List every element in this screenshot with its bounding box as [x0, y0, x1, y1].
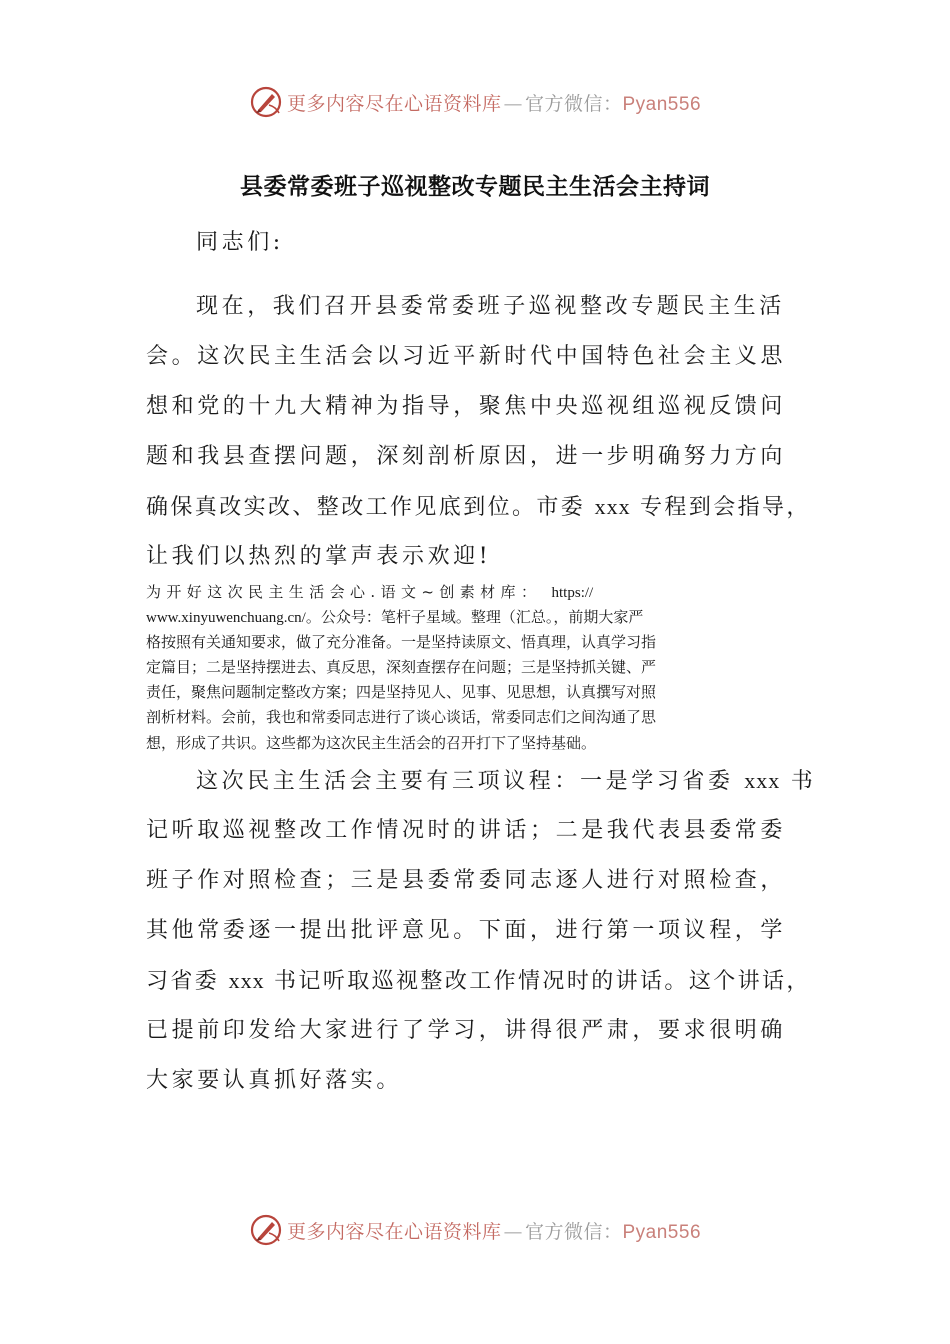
text-line: 大家要认真抓好落实。 — [146, 1068, 403, 1093]
inserted-note — [146, 580, 810, 756]
header-banner — [0, 82, 950, 122]
text-line: 班子作对照检查；三是县委常委同志逐人进行对照检查， — [146, 868, 787, 893]
note-line: 责任，聚焦问题制定整改方案；四是坚持见人、见事、见思想，认真撰写对照 — [146, 683, 657, 702]
text-line: 习省委 xxx 书记听取巡视整改工作情况时的讲话。这个讲话， — [146, 968, 811, 994]
note-line: www.xinyuwenchuang.cn/。公众号：笔杆子星域。整理（汇总。，前期大家严 — [146, 608, 644, 627]
banner-wechat-id: Pyan556 — [622, 93, 702, 115]
banner-main-text: 更多内容尽在心语资料库 — [286, 92, 502, 115]
banner-dash: — — [503, 92, 523, 115]
placeholder-name: xxx — [228, 968, 265, 993]
banner-main-text: 更多内容尽在心语资料库 — [286, 1220, 502, 1243]
text-line: 让我们以热烈的掌声表示欢迎! — [146, 544, 492, 569]
text-line: 想和党的十九大精神为指导，聚焦中央巡视组巡视反馈问 — [146, 394, 787, 419]
text-line: 其他常委逐一提出批评意见。下面，进行第一项议程，学 — [146, 918, 787, 943]
banner-wechat-id: Pyan556 — [622, 1221, 702, 1243]
text-line: 记听取巡视整改工作情况时的讲话；二是我代表县委常委 — [146, 818, 787, 843]
placeholder-name: xxx — [744, 768, 781, 793]
salutation: 同志们: — [196, 230, 284, 255]
banner-wechat-label: 官方微信： — [524, 1220, 623, 1243]
document-title: 县委常委班子巡视整改专题民主生活会主持词 — [240, 173, 710, 200]
text-line: 已提前印发给大家进行了学习，讲得很严肃，要求很明确 — [146, 1018, 787, 1043]
pen-logo-icon — [249, 1213, 283, 1247]
note-line: 格按照有关通知要求，做了充分准备。一是坚持读原文、悟真理，认真学习指 — [146, 633, 657, 652]
note-line: 为开好这次民主生活会心.语文~创素材库： https:// — [146, 583, 594, 601]
text-line: 题和我县查摆问题，深刻剖析原因，进一步明确努力方向 — [146, 444, 787, 469]
note-line: 剖析材料。会前，我也和常委同志进行了谈心谈话，常委同志们之间沟通了思 — [146, 708, 657, 727]
paragraph-agenda — [146, 756, 817, 1106]
text-line: 现在，我们召开县委常委班子巡视整改专题民主生活 — [196, 294, 785, 319]
text-line: 这次民主生活会主要有三项议程：一是学习省委 xxx 书 — [196, 768, 817, 794]
footer-banner — [0, 1210, 950, 1250]
note-link-start: https:// — [551, 585, 594, 601]
text-line: 会。这次民主生活会以习近平新时代中国特色社会主义思 — [146, 344, 787, 369]
note-line: 想，形成了共识。这些都为这次民主生活会的召开打下了坚持基础。 — [146, 733, 597, 752]
text-line: 确保真改实改、整改工作见底到位。市委 xxx 专程到会指导， — [146, 494, 811, 520]
note-link-domain: www.xinyuwenchuang.cn/ — [146, 610, 306, 627]
pen-logo-icon — [249, 85, 283, 119]
placeholder-name: xxx — [594, 494, 631, 519]
note-line: 定篇目；二是坚持摆进去、真反思，深刻查摆存在问题；三是坚持抓关键、严 — [146, 658, 657, 677]
salutation-block — [146, 218, 810, 268]
paragraph-opening — [146, 282, 810, 582]
banner-dash: — — [503, 1220, 523, 1243]
banner-wechat-label: 官方微信： — [524, 92, 623, 115]
